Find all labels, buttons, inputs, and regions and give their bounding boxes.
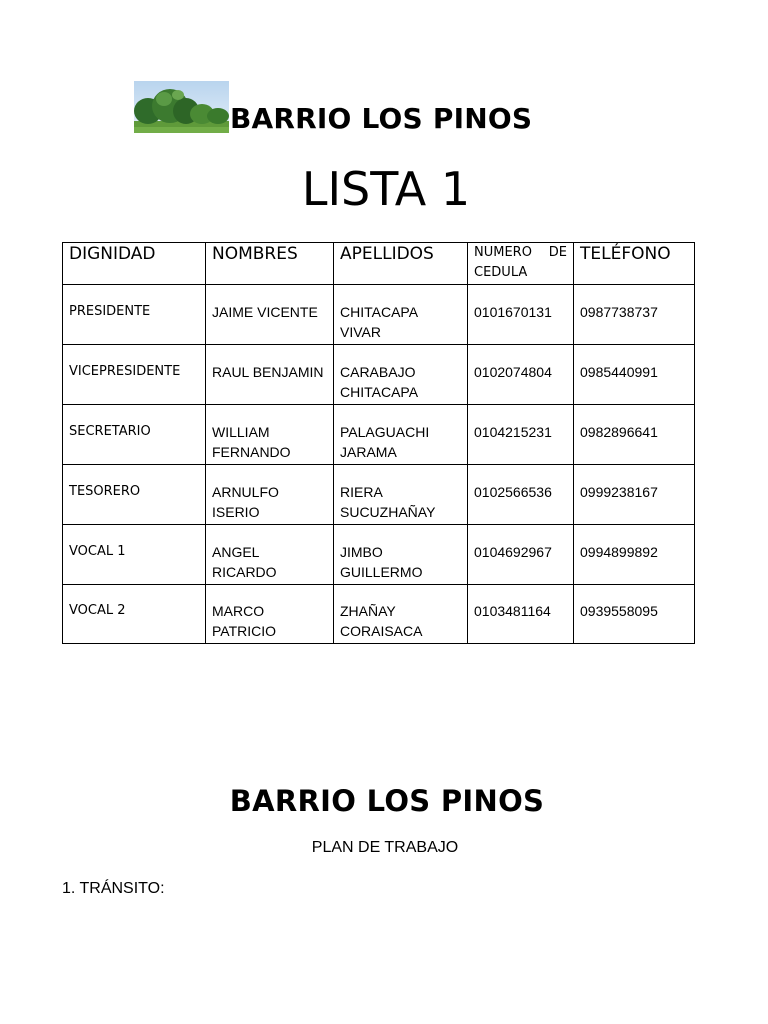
cell-dignidad: VICEPRESIDENTE	[63, 345, 206, 405]
cell-nombres: JAIME VICENTE	[206, 285, 334, 345]
header-apellidos: APELLIDOS	[334, 243, 468, 285]
header-cedula-word1: NUMERO	[474, 245, 532, 260]
table-row	[63, 585, 695, 644]
cell-dignidad: TESORERO	[63, 465, 206, 525]
table-row	[63, 525, 695, 585]
cell-nombres: WILLIAM FERNANDO	[206, 405, 334, 465]
cell-cedula: 0102566536	[468, 465, 574, 525]
cell-telefono: 0982896641	[574, 405, 695, 465]
table-header-row	[63, 243, 695, 285]
cell-apellidos: CARABAJO CHITACAPA	[334, 345, 468, 405]
list-title: LISTA 1	[301, 162, 471, 216]
cell-cedula: 0101670131	[468, 285, 574, 345]
table-row	[63, 285, 695, 345]
plan-subtitle: PLAN DE TRABAJO	[311, 839, 459, 856]
cell-dignidad: SECRETARIO	[63, 405, 206, 465]
committee-table	[62, 242, 695, 644]
header-telefono: TELÉFONO	[574, 243, 695, 285]
cell-cedula: 0104215231	[468, 405, 574, 465]
header-title: BARRIO LOS PINOS	[230, 102, 533, 135]
header-nombres: NOMBRES	[206, 243, 334, 285]
cell-dignidad: VOCAL 1	[63, 525, 206, 585]
cell-apellidos: ZHAÑAY CORAISACA	[334, 585, 468, 644]
plan-title: BARRIO LOS PINOS	[229, 784, 545, 818]
cell-apellidos: JIMBO GUILLERMO	[334, 525, 468, 585]
header-cedula-word3: CEDULA	[474, 265, 528, 280]
cell-apellidos: CHITACAPA VIVAR	[334, 285, 468, 345]
table-row	[63, 345, 695, 405]
header-dignidad: DIGNIDAD	[63, 243, 206, 285]
cell-cedula: 0103481164	[468, 585, 574, 644]
cell-telefono: 0985440991	[574, 345, 695, 405]
cell-dignidad: VOCAL 2	[63, 585, 206, 644]
cell-dignidad: PRESIDENTE	[63, 285, 206, 345]
plan-item-transito: 1. TRÁNSITO:	[62, 880, 165, 897]
cell-nombres: RAUL BENJAMIN	[206, 345, 334, 405]
pine-trees-image	[134, 81, 229, 133]
cell-telefono: 0987738737	[574, 285, 695, 345]
cell-nombres: ANGEL RICARDO	[206, 525, 334, 585]
cell-apellidos: PALAGUACHI JARAMA	[334, 405, 468, 465]
header-cedula	[468, 243, 574, 285]
cell-cedula: 0102074804	[468, 345, 574, 405]
table-row	[63, 465, 695, 525]
cell-cedula: 0104692967	[468, 525, 574, 585]
cell-nombres: MARCO PATRICIO	[206, 585, 334, 644]
cell-telefono: 0999238167	[574, 465, 695, 525]
table-row	[63, 405, 695, 465]
cell-telefono: 0939558095	[574, 585, 695, 644]
cell-telefono: 0994899892	[574, 525, 695, 585]
cell-nombres: ARNULFO ISERIO	[206, 465, 334, 525]
cell-apellidos: RIERA SUCUZHAÑAY	[334, 465, 468, 525]
header-cedula-word2: DE	[548, 245, 567, 260]
